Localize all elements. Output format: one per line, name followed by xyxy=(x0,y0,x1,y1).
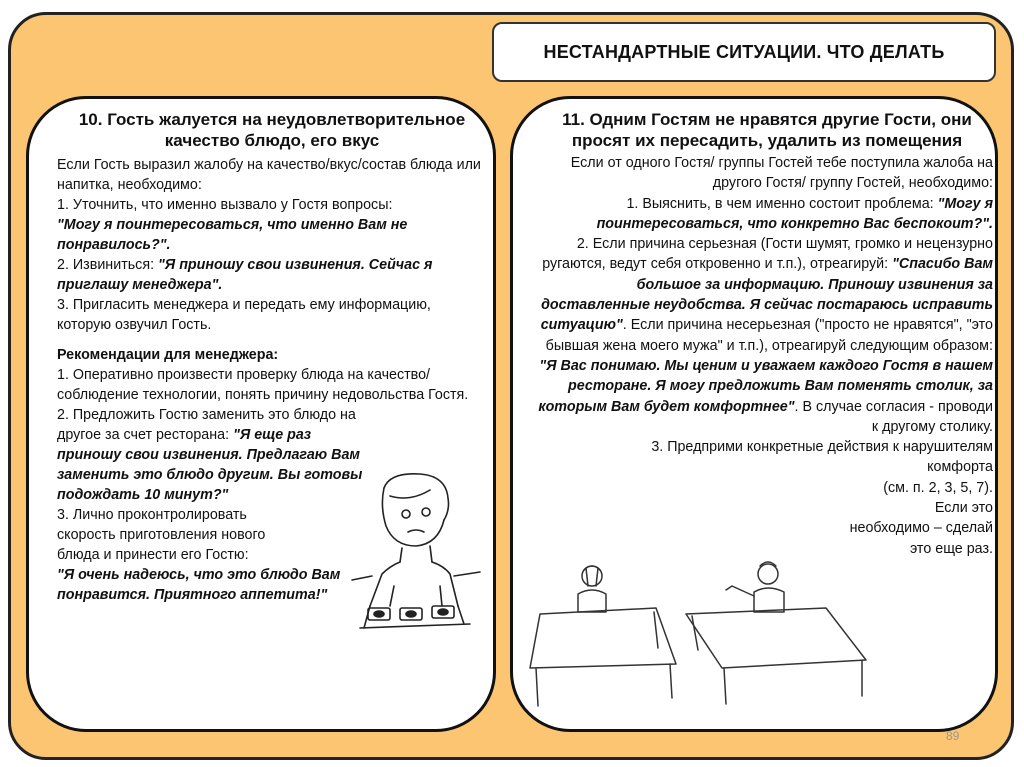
left-intro: Если Гость выразил жалобу на качество/вкус/состав блюда или напитка, необходимо: xyxy=(57,157,481,193)
right-step2-quote2: "Я Вас понимаю. Мы ценим и уважаем каждого Гостя в нашем ресторане. Я могу предложить Вам поменять столик, за которым Вам будет комфортнее" xyxy=(538,357,993,415)
right-step3-line6: это еще раз. xyxy=(909,540,993,557)
manager-step1: 1. Оперативно произвести проверку блюда на качество/ соблюдение технологии, понять причину недовольства Гостя. xyxy=(57,367,469,403)
right-step2-quote: "Спасибо Вам большое за информацию. Приношу извинения за доставленные неудобства. Я сейчас постараюсь исправить ситуацию" xyxy=(540,256,993,334)
right-step1: 1. Выяснить, в чем именно состоит проблема: xyxy=(626,195,938,212)
page-number: 89 xyxy=(946,729,960,743)
left-step1-quote: "Могу я поинтересоваться, что именно Вам не понравилось?". xyxy=(57,217,408,253)
left-card-title: 10. Гость жалуется на неудовлетворительное качество блюдо, его вкус xyxy=(78,110,466,150)
right-step2: 2. Если причина серьезная (Гости шумят, громко и нецензурно ругаются, ведут себя откровенно и т.п.), отреагируй: xyxy=(542,236,993,273)
right-step3-line3: (см. п. 2, 3, 5, 7). xyxy=(883,479,993,496)
right-step2-end: . В случае согласия - проводи к другому столику. xyxy=(794,398,993,435)
right-step2-paragraph xyxy=(533,234,998,437)
right-step1-quote: "Могу я поинтересоваться, что конкретно Вас беспокоит?". xyxy=(596,195,993,232)
left-step2-paragraph xyxy=(57,255,487,295)
manager-step3-quote: "Я очень надеюсь, что это блюдо Вам понравится. Приятного аппетита!" xyxy=(57,567,341,603)
manager-step3: 3. Лично проконтролировать скорость приготовления нового блюда и принести его Гостю: xyxy=(57,507,266,563)
left-step2-quote: "Я приношу свои извинения. Сейчас я приглашу менеджера". xyxy=(57,257,433,293)
tables-illustration xyxy=(526,556,886,726)
manager-heading: Рекомендации для менеджера: xyxy=(57,347,279,363)
right-step3-line5: необходимо – сделай xyxy=(849,520,993,537)
right-card-title: 11. Одним Гостям не нравятся другие Гости, они просят их пересадить, удалить из помещения xyxy=(562,110,972,150)
page-title: НЕСТАНДАРТНЫЕ СИТУАЦИИ. ЧТО ДЕЛАТЬ xyxy=(492,22,996,82)
waiter-illustration xyxy=(350,466,486,636)
left-step3: 3. Пригласить менеджера и передать ему информацию, которую озвучил Гость. xyxy=(57,297,431,333)
right-step1-paragraph xyxy=(533,194,998,235)
right-step3-line2: комфорта xyxy=(927,459,993,476)
right-card-content xyxy=(533,109,998,559)
right-step2-cont: . Если причина несерьезная ("просто не нравятся", "это бывшая жена моего мужа" и т.п.), отреагируй следующим образом: xyxy=(545,317,993,354)
right-intro: Если от одного Гостя/ группы Гостей тебе поступила жалоба на другого Гостя/ группу Гостей, необходимо: xyxy=(570,155,993,192)
left-card xyxy=(26,96,496,732)
right-step3-line1: 3. Предприми конкретные действия к нарушителям xyxy=(651,439,993,456)
right-step3-line4: Если это xyxy=(934,500,993,517)
manager-step2: 2. Предложить Гостю заменить это блюдо на другое за счет ресторана: xyxy=(57,407,356,443)
manager-step2-paragraph xyxy=(57,405,367,505)
left-step1: 1. Уточнить, что именно вызвало у Гостя вопросы: xyxy=(57,197,393,213)
manager-step2-quote: "Я еще раз приношу свои извинения. Предлагаю Вам заменить это блюдо другим. Вы готовы подождать 10 минут?" xyxy=(57,427,363,503)
left-step2: 2. Извиниться: xyxy=(57,257,159,273)
